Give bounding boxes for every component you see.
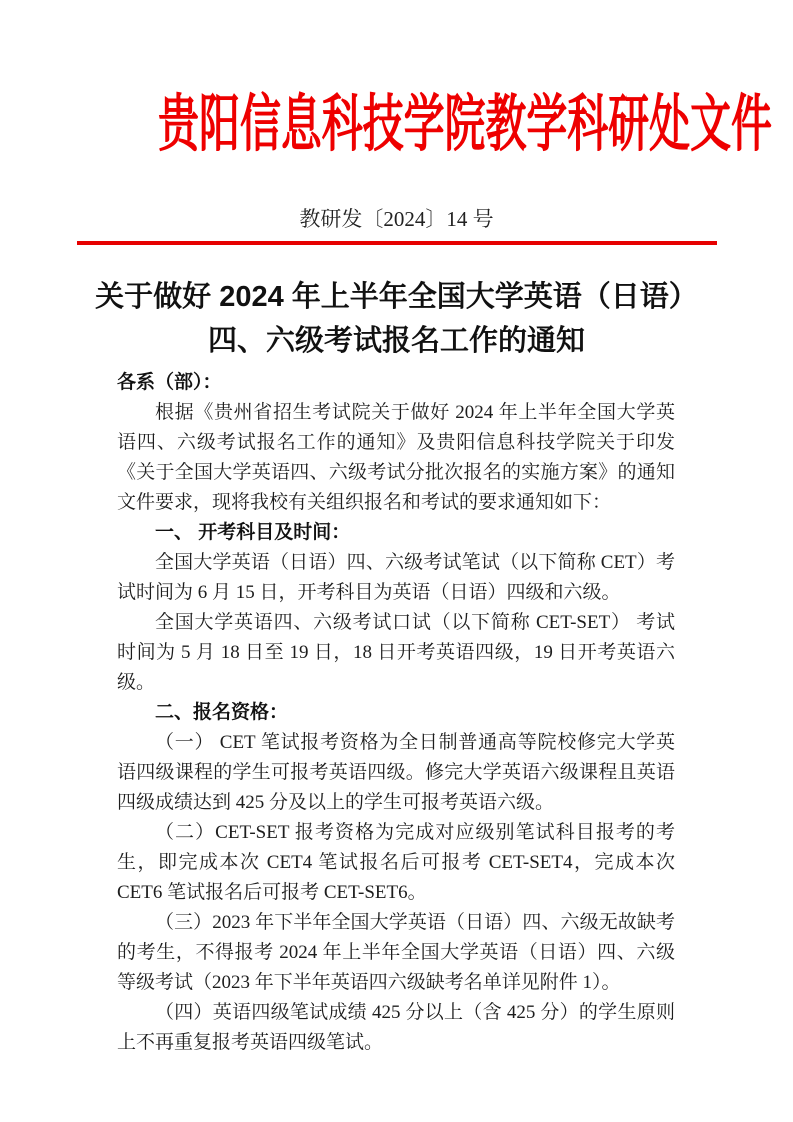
paragraph-eligibility-1: （一） CET 笔试报考资格为全日制普通高等院校修完大学英语四级课程的学生可报考英语四级。修完大学英语六级课程且英语四级成绩达到 425 分及以上的学生可报考英语六级。 [117,732,675,813]
document-title-line2: 四、六级考试报名工作的通知 [207,325,585,357]
doc-reference-number: 教研发〔2024〕14 号 [299,207,494,231]
paragraph-eligibility-3: （三）2023 年下半年全国大学英语（日语）四、六级无故缺考的考生，不得报考 2024 年上半年全国大学英语（日语）四、六级等级考试（2023 年下半年英语四六级缺考名单详见附件 1）。 [117,912,675,993]
document-title [0,275,793,363]
red-separator-line [77,241,717,245]
paragraph-written-test-time: 全国大学英语（日语）四、六级考试笔试（以下简称 CET）考试时间为 6 月 15 日，开考科目为英语（日语）四级和六级。 [117,552,675,603]
letterhead [0,92,793,158]
section-heading-2: 二、报名资格： [155,702,289,723]
letterhead-org-title: 贵阳信息科技学院教学科研处文件 [158,91,772,159]
paragraph-oral-test-time: 全国大学英语四、六级考试口试（以下简称 CET-SET） 考试时间为 5 月 18 日至 19 日，18 日开考英语四级，19 日开考英语六级。 [117,612,675,693]
salutation: 各系（部）： [117,372,222,393]
paragraph-eligibility-2: （二）CET-SET 报考资格为完成对应级别笔试科目报考的考生，即完成本次 CET4 笔试报名后可报考 CET-SET4，完成本次 CET6 笔试报名后可报考 CET-SET6。 [117,822,675,903]
section-heading-1: 一、 开考科目及时间： [155,522,351,543]
paragraph-eligibility-4: （四）英语四级笔试成绩 425 分以上（含 425 分）的学生原则上不再重复报考英语四级笔试。 [117,1002,675,1053]
document-body [0,368,793,1058]
paragraph-intro: 根据《贵州省招生考试院关于做好 2024 年上半年全国大学英语四、六级考试报名工作的通知》及贵阳信息科技学院关于印发《关于全国大学英语四、六级考试分批次报名的实施方案》的通知文件要求，现将我校有关组织报名和考试的要求通知如下： [117,402,675,513]
document-title-line1: 关于做好 2024 年上半年全国大学英语（日语） [95,281,698,313]
